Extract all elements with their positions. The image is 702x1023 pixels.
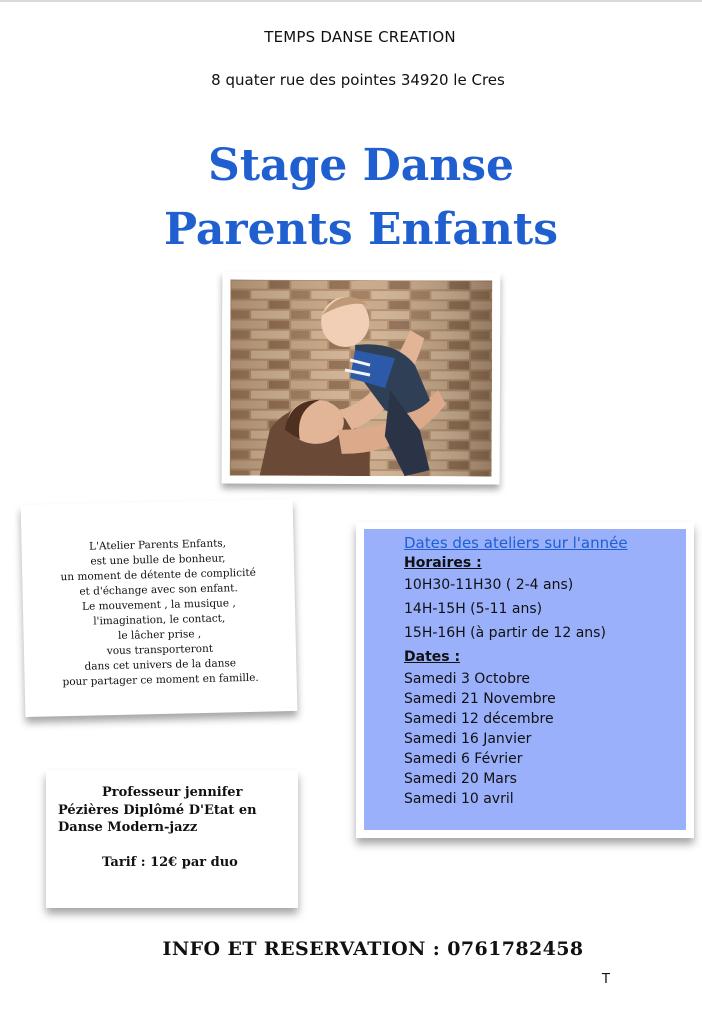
address: 8 quater rue des pointes 34920 le Cres <box>211 71 505 89</box>
date-item: Samedi 20 Mars <box>404 771 517 787</box>
intro-line: Le mouvement , la musique , <box>81 597 236 613</box>
date-item: Samedi 16 Janvier <box>404 731 532 747</box>
mother-child-photo <box>230 280 493 477</box>
intro-line: et d'échange avec son enfant. <box>79 582 238 598</box>
schedule-card <box>356 522 694 838</box>
price: Tarif : 12€ par duo <box>102 854 238 870</box>
teacher-line-3: Danse Modern-jazz <box>58 820 198 835</box>
teacher-info <box>58 784 294 871</box>
intro-line: est une bulle de bonheur, <box>90 552 226 568</box>
intro-line: L'Atelier Parents Enfants, <box>88 537 227 553</box>
intro-line: l'imagination, le contact, <box>93 612 226 628</box>
footer-mark: T <box>602 972 610 987</box>
dates-list <box>404 669 702 809</box>
page-title <box>0 134 702 262</box>
date-item: Samedi 3 Octobre <box>404 671 531 687</box>
intro-line: pour partager ce moment en famille. <box>62 671 259 689</box>
title-line-2: Parents Enfants <box>163 204 559 255</box>
organization-name: TEMPS DANSE CREATION <box>264 28 456 46</box>
teacher-line-1: Professeur jennifer <box>102 785 243 800</box>
photo-frame <box>222 272 501 485</box>
date-item: Samedi 12 décembre <box>404 711 554 727</box>
intro-card <box>21 499 298 717</box>
hours-list <box>404 573 702 645</box>
contact-info: INFO ET RESERVATION : 0761782458 <box>162 938 584 960</box>
date-item: Samedi 21 Novembre <box>404 691 556 707</box>
intro-line: dans cet univers de la danse <box>84 657 237 673</box>
top-divider <box>0 0 702 2</box>
date-item: Samedi 10 avril <box>404 791 514 807</box>
date-item: Samedi 6 Février <box>404 751 523 767</box>
hours-label: Horaires : <box>404 555 482 571</box>
hours-item: 14H-15H (5-11 ans) <box>404 601 543 617</box>
intro-text <box>21 535 296 691</box>
schedule-heading: Dates des ateliers sur l'année <box>404 534 628 552</box>
hours-item: 15H-16H (à partir de 12 ans) <box>404 625 606 641</box>
teacher-line-2: Pézières Diplômé D'Etat en <box>58 802 257 818</box>
hours-item: 10H30-11H30 ( 2-4 ans) <box>404 577 574 593</box>
intro-line: vous transporteront <box>106 642 214 658</box>
intro-line: le lâcher prise , <box>117 628 202 642</box>
teacher-card <box>46 770 298 908</box>
schedule-text <box>404 533 702 809</box>
intro-line: un moment de détente de complicité <box>60 566 257 584</box>
title-line-1: Stage Danse <box>207 140 515 191</box>
dates-label: Dates : <box>404 649 461 665</box>
